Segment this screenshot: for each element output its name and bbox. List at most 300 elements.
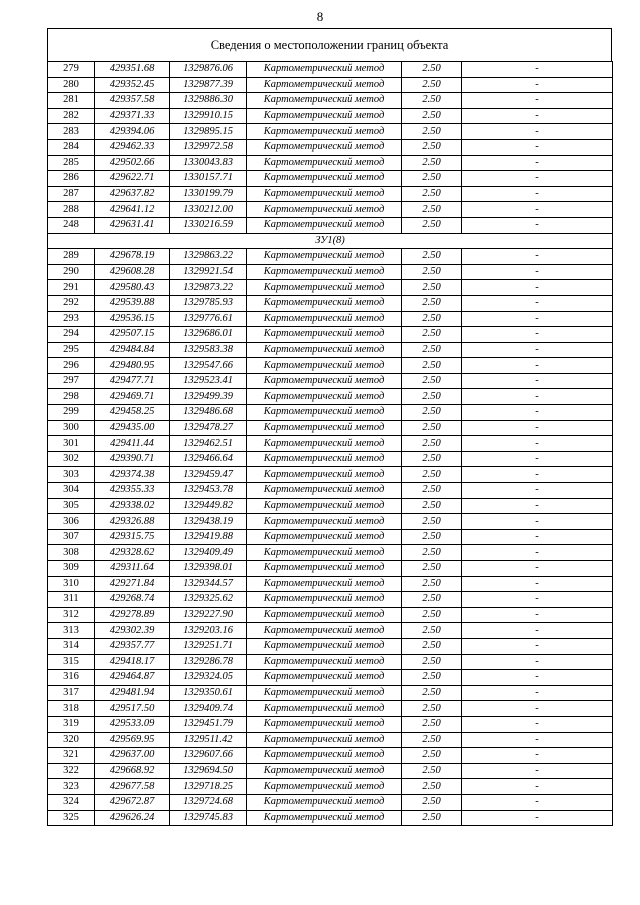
- x-coordinate-cell: 429351.68: [95, 62, 170, 78]
- accuracy-cell: 2.50: [402, 810, 462, 826]
- table-row: [48, 93, 613, 109]
- point-number-cell: 325: [48, 810, 95, 826]
- y-coordinate-cell: 1329203.16: [170, 623, 247, 639]
- y-coordinate-cell: 1329499.39: [170, 389, 247, 405]
- point-number-cell: 280: [48, 77, 95, 93]
- description-cell: -: [462, 264, 613, 280]
- x-coordinate-cell: 429641.12: [95, 202, 170, 218]
- accuracy-cell: 2.50: [402, 249, 462, 265]
- method-cell: Картометрический метод: [247, 405, 402, 421]
- x-coordinate-cell: 429678.19: [95, 249, 170, 265]
- method-cell: Картометрический метод: [247, 514, 402, 530]
- point-number-cell: 298: [48, 389, 95, 405]
- method-cell: Картометрический метод: [247, 93, 402, 109]
- accuracy-cell: 2.50: [402, 342, 462, 358]
- description-cell: -: [462, 483, 613, 499]
- table-row: [48, 483, 613, 499]
- x-coordinate-cell: 429668.92: [95, 763, 170, 779]
- x-coordinate-cell: 429580.43: [95, 280, 170, 296]
- description-cell: -: [462, 498, 613, 514]
- accuracy-cell: 2.50: [402, 607, 462, 623]
- accuracy-cell: 2.50: [402, 389, 462, 405]
- accuracy-cell: 2.50: [402, 732, 462, 748]
- table-row: [48, 358, 613, 374]
- description-cell: -: [462, 779, 613, 795]
- accuracy-cell: 2.50: [402, 217, 462, 233]
- x-coordinate-cell: 429458.25: [95, 405, 170, 421]
- point-number-cell: 284: [48, 139, 95, 155]
- description-cell: -: [462, 327, 613, 343]
- y-coordinate-cell: 1329972.58: [170, 139, 247, 155]
- method-cell: Картометрический метод: [247, 280, 402, 296]
- description-cell: -: [462, 202, 613, 218]
- x-coordinate-cell: 429390.71: [95, 451, 170, 467]
- description-cell: -: [462, 701, 613, 717]
- table-row: [48, 373, 613, 389]
- accuracy-cell: 2.50: [402, 327, 462, 343]
- point-number-cell: 304: [48, 483, 95, 499]
- table-row: [48, 405, 613, 421]
- description-cell: -: [462, 732, 613, 748]
- point-number-cell: 300: [48, 420, 95, 436]
- table-row: [48, 794, 613, 810]
- table-row: [48, 62, 613, 78]
- accuracy-cell: 2.50: [402, 670, 462, 686]
- x-coordinate-cell: 429502.66: [95, 155, 170, 171]
- y-coordinate-cell: 1330216.59: [170, 217, 247, 233]
- x-coordinate-cell: 429464.87: [95, 670, 170, 686]
- accuracy-cell: 2.50: [402, 638, 462, 654]
- accuracy-cell: 2.50: [402, 62, 462, 78]
- x-coordinate-cell: 429608.28: [95, 264, 170, 280]
- description-cell: -: [462, 763, 613, 779]
- x-coordinate-cell: 429626.24: [95, 810, 170, 826]
- accuracy-cell: 2.50: [402, 654, 462, 670]
- table-row: [48, 264, 613, 280]
- y-coordinate-cell: 1329895.15: [170, 124, 247, 140]
- method-cell: Картометрический метод: [247, 389, 402, 405]
- accuracy-cell: 2.50: [402, 405, 462, 421]
- table-row: [48, 451, 613, 467]
- accuracy-cell: 2.50: [402, 264, 462, 280]
- y-coordinate-cell: 1329344.57: [170, 576, 247, 592]
- table-row: [48, 467, 613, 483]
- description-cell: -: [462, 139, 613, 155]
- y-coordinate-cell: 1329877.39: [170, 77, 247, 93]
- table-row: [48, 732, 613, 748]
- point-number-cell: 303: [48, 467, 95, 483]
- table-row: [48, 420, 613, 436]
- y-coordinate-cell: 1329350.61: [170, 685, 247, 701]
- accuracy-cell: 2.50: [402, 358, 462, 374]
- method-cell: Картометрический метод: [247, 155, 402, 171]
- description-cell: -: [462, 171, 613, 187]
- x-coordinate-cell: 429637.00: [95, 748, 170, 764]
- method-cell: Картометрический метод: [247, 77, 402, 93]
- description-cell: -: [462, 389, 613, 405]
- x-coordinate-cell: 429268.74: [95, 592, 170, 608]
- table-row: [48, 638, 613, 654]
- method-cell: Картометрический метод: [247, 701, 402, 717]
- y-coordinate-cell: 1329459.47: [170, 467, 247, 483]
- description-cell: -: [462, 358, 613, 374]
- accuracy-cell: 2.50: [402, 171, 462, 187]
- table-row: [48, 607, 613, 623]
- point-number-cell: 305: [48, 498, 95, 514]
- method-cell: Картометрический метод: [247, 498, 402, 514]
- y-coordinate-cell: 1329694.50: [170, 763, 247, 779]
- section-label: ЗУ1(8): [48, 233, 613, 249]
- description-cell: -: [462, 311, 613, 327]
- table-row: [48, 763, 613, 779]
- x-coordinate-cell: 429462.33: [95, 139, 170, 155]
- point-number-cell: 285: [48, 155, 95, 171]
- y-coordinate-cell: 1329227.90: [170, 607, 247, 623]
- point-number-cell: 281: [48, 93, 95, 109]
- table-row: [48, 124, 613, 140]
- description-cell: -: [462, 451, 613, 467]
- description-cell: -: [462, 467, 613, 483]
- method-cell: Картометрический метод: [247, 623, 402, 639]
- method-cell: Картометрический метод: [247, 311, 402, 327]
- method-cell: Картометрический метод: [247, 295, 402, 311]
- table-row: [48, 498, 613, 514]
- table-row: [48, 701, 613, 717]
- y-coordinate-cell: 1329886.30: [170, 93, 247, 109]
- table-title: Сведения о местоположении границ объекта: [47, 28, 612, 61]
- method-cell: Картометрический метод: [247, 716, 402, 732]
- y-coordinate-cell: 1329251.71: [170, 638, 247, 654]
- x-coordinate-cell: 429418.17: [95, 654, 170, 670]
- x-coordinate-cell: 429326.88: [95, 514, 170, 530]
- method-cell: Картометрический метод: [247, 654, 402, 670]
- accuracy-cell: 2.50: [402, 545, 462, 561]
- table-row: [48, 217, 613, 233]
- method-cell: Картометрический метод: [247, 732, 402, 748]
- method-cell: Картометрический метод: [247, 420, 402, 436]
- table-row: [48, 186, 613, 202]
- point-number-cell: 323: [48, 779, 95, 795]
- y-coordinate-cell: 1329453.78: [170, 483, 247, 499]
- accuracy-cell: 2.50: [402, 779, 462, 795]
- description-cell: -: [462, 670, 613, 686]
- x-coordinate-cell: 429357.58: [95, 93, 170, 109]
- description-cell: -: [462, 545, 613, 561]
- point-number-cell: 311: [48, 592, 95, 608]
- point-number-cell: 287: [48, 186, 95, 202]
- accuracy-cell: 2.50: [402, 451, 462, 467]
- x-coordinate-cell: 429477.71: [95, 373, 170, 389]
- method-cell: Картометрический метод: [247, 810, 402, 826]
- description-cell: -: [462, 794, 613, 810]
- y-coordinate-cell: 1329449.82: [170, 498, 247, 514]
- description-cell: -: [462, 249, 613, 265]
- table-row: [48, 514, 613, 530]
- x-coordinate-cell: 429536.15: [95, 311, 170, 327]
- point-number-cell: 324: [48, 794, 95, 810]
- description-cell: -: [462, 561, 613, 577]
- description-cell: -: [462, 654, 613, 670]
- description-cell: -: [462, 529, 613, 545]
- accuracy-cell: 2.50: [402, 280, 462, 296]
- method-cell: Картометрический метод: [247, 451, 402, 467]
- point-number-cell: 315: [48, 654, 95, 670]
- accuracy-cell: 2.50: [402, 498, 462, 514]
- x-coordinate-cell: 429302.39: [95, 623, 170, 639]
- description-cell: -: [462, 342, 613, 358]
- description-cell: -: [462, 77, 613, 93]
- method-cell: Картометрический метод: [247, 685, 402, 701]
- method-cell: Картометрический метод: [247, 108, 402, 124]
- point-number-cell: 290: [48, 264, 95, 280]
- description-cell: -: [462, 623, 613, 639]
- y-coordinate-cell: 1329451.79: [170, 716, 247, 732]
- table-row: [48, 779, 613, 795]
- table-row: [48, 295, 613, 311]
- accuracy-cell: 2.50: [402, 514, 462, 530]
- description-cell: -: [462, 576, 613, 592]
- table-row: [48, 545, 613, 561]
- point-number-cell: 310: [48, 576, 95, 592]
- table-body-block-1: [48, 62, 613, 234]
- x-coordinate-cell: 429311.64: [95, 561, 170, 577]
- description-cell: -: [462, 62, 613, 78]
- x-coordinate-cell: 429481.94: [95, 685, 170, 701]
- table-row: [48, 389, 613, 405]
- accuracy-cell: 2.50: [402, 561, 462, 577]
- description-cell: -: [462, 155, 613, 171]
- y-coordinate-cell: 1329409.49: [170, 545, 247, 561]
- accuracy-cell: 2.50: [402, 420, 462, 436]
- y-coordinate-cell: 1329286.78: [170, 654, 247, 670]
- accuracy-cell: 2.50: [402, 467, 462, 483]
- description-cell: -: [462, 420, 613, 436]
- table-row: [48, 171, 613, 187]
- y-coordinate-cell: 1330212.00: [170, 202, 247, 218]
- table-row: [48, 716, 613, 732]
- y-coordinate-cell: 1330157.71: [170, 171, 247, 187]
- page-number: 8: [316, 9, 324, 24]
- table-row: [48, 576, 613, 592]
- method-cell: Картометрический метод: [247, 607, 402, 623]
- accuracy-cell: 2.50: [402, 483, 462, 499]
- method-cell: Картометрический метод: [247, 217, 402, 233]
- x-coordinate-cell: 429484.84: [95, 342, 170, 358]
- table-row: [48, 249, 613, 265]
- y-coordinate-cell: 1329686.01: [170, 327, 247, 343]
- method-cell: Картометрический метод: [247, 124, 402, 140]
- table-row: [48, 561, 613, 577]
- method-cell: Картометрический метод: [247, 670, 402, 686]
- method-cell: Картометрический метод: [247, 763, 402, 779]
- y-coordinate-cell: 1329419.88: [170, 529, 247, 545]
- description-cell: -: [462, 280, 613, 296]
- description-cell: -: [462, 217, 613, 233]
- method-cell: Картометрический метод: [247, 779, 402, 795]
- method-cell: Картометрический метод: [247, 171, 402, 187]
- accuracy-cell: 2.50: [402, 592, 462, 608]
- accuracy-cell: 2.50: [402, 716, 462, 732]
- description-cell: -: [462, 124, 613, 140]
- table-row: [48, 748, 613, 764]
- table-row: [48, 342, 613, 358]
- point-number-cell: 293: [48, 311, 95, 327]
- y-coordinate-cell: 1329607.66: [170, 748, 247, 764]
- y-coordinate-cell: 1329724.68: [170, 794, 247, 810]
- point-number-cell: 318: [48, 701, 95, 717]
- x-coordinate-cell: 429357.77: [95, 638, 170, 654]
- y-coordinate-cell: 1329547.66: [170, 358, 247, 374]
- x-coordinate-cell: 429328.62: [95, 545, 170, 561]
- table-row: [48, 77, 613, 93]
- method-cell: Картометрический метод: [247, 638, 402, 654]
- table-row: [48, 685, 613, 701]
- point-number-cell: 322: [48, 763, 95, 779]
- method-cell: Картометрический метод: [247, 545, 402, 561]
- accuracy-cell: 2.50: [402, 139, 462, 155]
- point-number-cell: 296: [48, 358, 95, 374]
- point-number-cell: 292: [48, 295, 95, 311]
- y-coordinate-cell: 1329745.83: [170, 810, 247, 826]
- point-number-cell: 306: [48, 514, 95, 530]
- method-cell: Картометрический метод: [247, 576, 402, 592]
- point-number-cell: 283: [48, 124, 95, 140]
- x-coordinate-cell: 429517.50: [95, 701, 170, 717]
- accuracy-cell: 2.50: [402, 295, 462, 311]
- x-coordinate-cell: 429507.15: [95, 327, 170, 343]
- point-number-cell: 294: [48, 327, 95, 343]
- point-number-cell: 291: [48, 280, 95, 296]
- accuracy-cell: 2.50: [402, 436, 462, 452]
- y-coordinate-cell: 1329776.61: [170, 311, 247, 327]
- x-coordinate-cell: 429411.44: [95, 436, 170, 452]
- y-coordinate-cell: 1329466.64: [170, 451, 247, 467]
- point-number-cell: 288: [48, 202, 95, 218]
- accuracy-cell: 2.50: [402, 748, 462, 764]
- x-coordinate-cell: 429469.71: [95, 389, 170, 405]
- point-number-cell: 302: [48, 451, 95, 467]
- point-number-cell: 317: [48, 685, 95, 701]
- y-coordinate-cell: 1329398.01: [170, 561, 247, 577]
- table-row: [48, 436, 613, 452]
- description-cell: -: [462, 186, 613, 202]
- accuracy-cell: 2.50: [402, 202, 462, 218]
- table-row: [48, 654, 613, 670]
- point-number-cell: 313: [48, 623, 95, 639]
- method-cell: Картометрический метод: [247, 139, 402, 155]
- y-coordinate-cell: 1329511.42: [170, 732, 247, 748]
- y-coordinate-cell: 1329325.62: [170, 592, 247, 608]
- x-coordinate-cell: 429394.06: [95, 124, 170, 140]
- x-coordinate-cell: 429677.58: [95, 779, 170, 795]
- description-cell: -: [462, 295, 613, 311]
- point-number-cell: 282: [48, 108, 95, 124]
- x-coordinate-cell: 429278.89: [95, 607, 170, 623]
- y-coordinate-cell: 1329876.06: [170, 62, 247, 78]
- table-row: [48, 623, 613, 639]
- method-cell: Картометрический метод: [247, 373, 402, 389]
- point-number-cell: 312: [48, 607, 95, 623]
- description-cell: -: [462, 638, 613, 654]
- x-coordinate-cell: 429338.02: [95, 498, 170, 514]
- table-row: [48, 592, 613, 608]
- y-coordinate-cell: 1330043.83: [170, 155, 247, 171]
- point-number-cell: 320: [48, 732, 95, 748]
- table-row: [48, 155, 613, 171]
- accuracy-cell: 2.50: [402, 77, 462, 93]
- point-number-cell: 321: [48, 748, 95, 764]
- description-cell: -: [462, 685, 613, 701]
- table-row: [48, 280, 613, 296]
- method-cell: Картометрический метод: [247, 249, 402, 265]
- x-coordinate-cell: 429539.88: [95, 295, 170, 311]
- accuracy-cell: 2.50: [402, 373, 462, 389]
- description-cell: -: [462, 592, 613, 608]
- x-coordinate-cell: 429480.95: [95, 358, 170, 374]
- y-coordinate-cell: 1329438.19: [170, 514, 247, 530]
- accuracy-cell: 2.50: [402, 155, 462, 171]
- method-cell: Картометрический метод: [247, 62, 402, 78]
- table-row: [48, 670, 613, 686]
- table-row: [48, 529, 613, 545]
- x-coordinate-cell: 429637.82: [95, 186, 170, 202]
- description-cell: -: [462, 93, 613, 109]
- point-number-cell: 307: [48, 529, 95, 545]
- y-coordinate-cell: 1329324.05: [170, 670, 247, 686]
- point-number-cell: 301: [48, 436, 95, 452]
- description-cell: -: [462, 810, 613, 826]
- accuracy-cell: 2.50: [402, 576, 462, 592]
- table-row: [48, 139, 613, 155]
- point-number-cell: 295: [48, 342, 95, 358]
- point-number-cell: 286: [48, 171, 95, 187]
- description-cell: -: [462, 436, 613, 452]
- x-coordinate-cell: 429271.84: [95, 576, 170, 592]
- point-number-cell: 316: [48, 670, 95, 686]
- method-cell: Картометрический метод: [247, 794, 402, 810]
- y-coordinate-cell: 1329785.93: [170, 295, 247, 311]
- coordinates-table: [47, 61, 613, 826]
- method-cell: Картометрический метод: [247, 436, 402, 452]
- y-coordinate-cell: 1329478.27: [170, 420, 247, 436]
- x-coordinate-cell: 429672.87: [95, 794, 170, 810]
- accuracy-cell: 2.50: [402, 124, 462, 140]
- x-coordinate-cell: 429371.33: [95, 108, 170, 124]
- method-cell: Картометрический метод: [247, 748, 402, 764]
- description-cell: -: [462, 748, 613, 764]
- point-number-cell: 309: [48, 561, 95, 577]
- y-coordinate-cell: 1329486.68: [170, 405, 247, 421]
- table-row: [48, 311, 613, 327]
- description-cell: -: [462, 405, 613, 421]
- table-row: [48, 327, 613, 343]
- description-cell: -: [462, 716, 613, 732]
- accuracy-cell: 2.50: [402, 623, 462, 639]
- point-number-cell: 289: [48, 249, 95, 265]
- accuracy-cell: 2.50: [402, 311, 462, 327]
- x-coordinate-cell: 429352.45: [95, 77, 170, 93]
- method-cell: Картометрический метод: [247, 529, 402, 545]
- method-cell: Картометрический метод: [247, 342, 402, 358]
- accuracy-cell: 2.50: [402, 529, 462, 545]
- y-coordinate-cell: 1329873.22: [170, 280, 247, 296]
- accuracy-cell: 2.50: [402, 701, 462, 717]
- accuracy-cell: 2.50: [402, 108, 462, 124]
- point-number-cell: 248: [48, 217, 95, 233]
- method-cell: Картометрический метод: [247, 483, 402, 499]
- x-coordinate-cell: 429533.09: [95, 716, 170, 732]
- accuracy-cell: 2.50: [402, 186, 462, 202]
